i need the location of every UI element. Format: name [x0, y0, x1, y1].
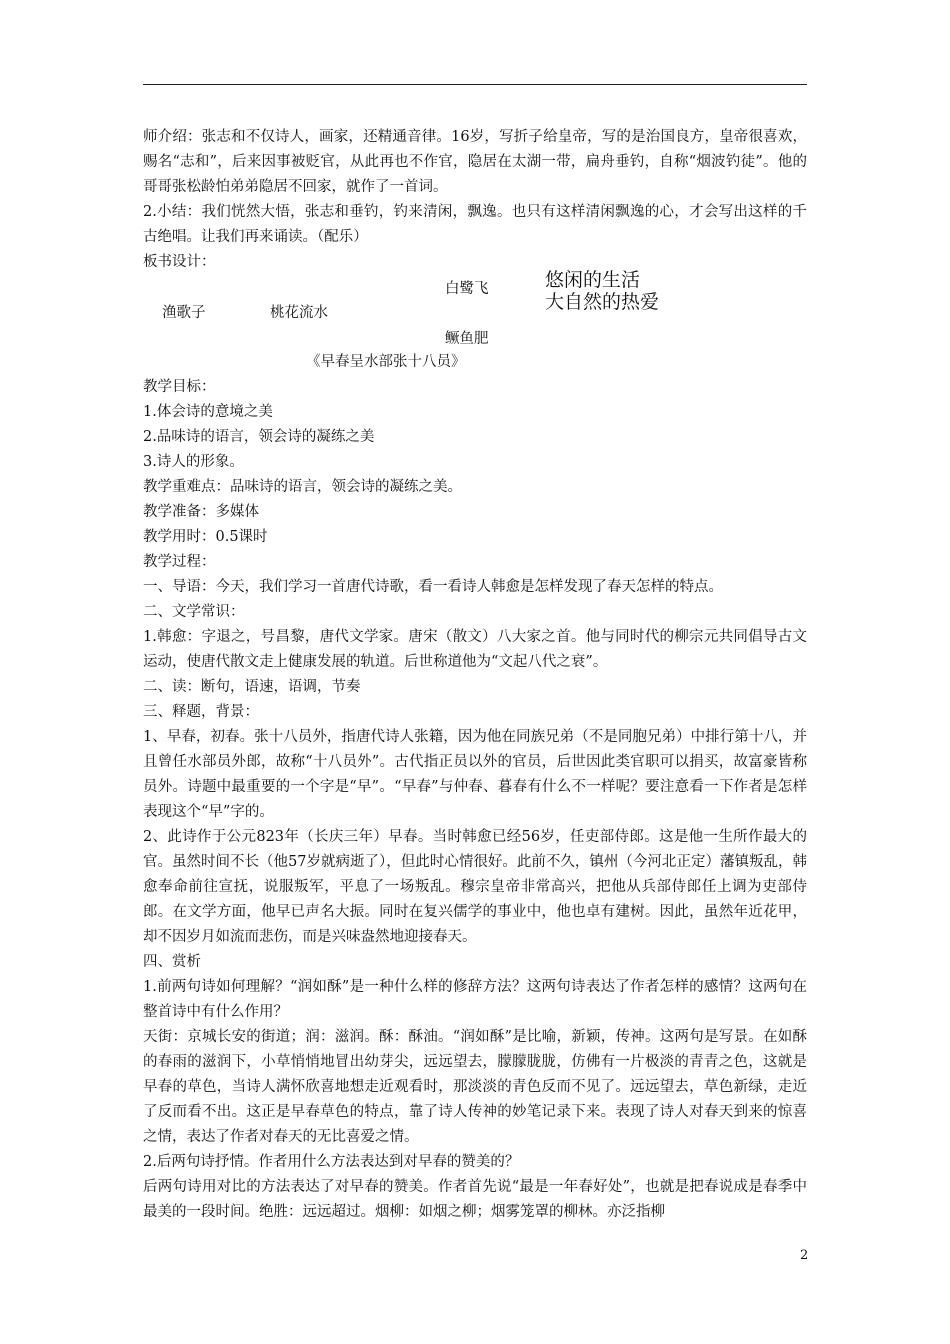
paragraph: 2.小结：我们恍然大悟，张志和垂钓，钓来清闲，飘逸。也只有这样清闲飘逸的心，才会写出这样的千古绝唱。让我们再来诵读。（配乐） — [143, 204, 807, 245]
board-youxian: 悠闲的生活 — [545, 269, 641, 291]
paragraph: 二、读：断句，语速，语调，节奏 — [143, 679, 361, 695]
document-body — [143, 125, 807, 1225]
paragraph: 师介绍：张志和不仅诗人，画家，还精通音律。16岁，写折子给皇帝，写的是治国良方，皇帝很喜欢，赐名“志和”，后来因事被贬官，从此再也不作官，隐居在太湖一带，扁舟垂钓，自称“烟波钓徒”。他的哥哥张松龄怕弟弟隐居不回家，就作了一首词。 — [143, 129, 807, 195]
paragraph: 2、此诗作于公元823年（长庆三年）早春。当时韩愈已经56岁，任吏部侍郎。这是他一生所作最大的官。虽然时间不长（他57岁就病逝了），但此时心情很好。此前不久，镇州（今河北正定）藩镇叛乱，韩愈奉命前往宣抚，说服叛军，平息了一场叛乱。穆宗皇帝非常高兴，把他从兵部侍郎任上调为吏部侍郎。在文学方面，他早已声名大振。同时在复兴儒学的事业中，他也卓有建树。因此，虽然年近花甲，却不因岁月如流而悲伤，而是兴味盎然地迎接春天。 — [143, 829, 807, 945]
board-yuge: 渔歌子 — [162, 305, 206, 321]
paragraph: 教学重难点：品味诗的语言，领会诗的凝练之美。 — [143, 479, 462, 495]
paragraph: 一、导语：今天，我们学习一首唐代诗歌，看一看诗人韩愈是怎样发现了春天怎样的特点。 — [143, 579, 723, 595]
paragraph: 四、赏析 — [143, 954, 201, 970]
paragraph: 1、早春，初春。张十八员外，指唐代诗人张籍，因为他在同族兄弟（不是同胞兄弟）中排行第十八，并且曾任水部员外郎，故称“十八员外”。古代指正员以外的官员，后世因此类官职可以捐买，故富豪皆称员外。诗题中最重要的一个字是“早”。“早春”与仲春、暮春有什么不一样呢？要注意看一下作者是怎样表现这个“早”字的。 — [143, 729, 807, 820]
paragraph: 1.前两句诗如何理解？“润如酥”是一种什么样的修辞方法？这两句诗表达了作者怎样的感情？这两句在整首诗中有什么作用？ — [143, 979, 807, 1020]
board-taohua: 桃花流水 — [270, 305, 328, 321]
paragraph: 3.诗人的形象。 — [143, 454, 244, 470]
paragraph: 教学准备：多媒体 — [143, 504, 259, 520]
page-number: 2 — [800, 1248, 809, 1263]
paragraph: 2.品味诗的语言，领会诗的凝练之美 — [143, 429, 375, 445]
board-guiyu: 鳜鱼肥 — [445, 331, 489, 347]
paragraph: 1.韩愈：字退之，号昌黎，唐代文学家。唐宋（散文）八大家之首。他与同时代的柳宗元共同倡导古文运动，使唐代散文走上健康发展的轨道。后世称道他为“文起八代之衰”。 — [143, 629, 807, 670]
paragraph: 2.后两句诗抒情。作者用什么方法表达到对早春的赞美的？ — [143, 1154, 520, 1170]
blackboard-design — [143, 269, 807, 375]
board-daziran: 大自然的热爱 — [545, 291, 660, 313]
paragraph: 教学目标： — [143, 379, 216, 395]
paragraph: 二、文学常识： — [143, 604, 245, 620]
board-poem-title: 《早春呈水部张十八员》 — [306, 354, 466, 370]
paragraph: 天街：京城长安的街道；润：滋润。酥：酥油。“润如酥”是比喻，新颖，传神。这两句是写景。在如酥的春雨的滋润下，小草悄悄地冒出幼芽尖，远远望去，朦朦胧胧，仿佛有一片极淡的青青之色，这就是早春的草色，当诗人满怀欣喜地想走近观看时，那淡淡的青色反而不见了。远远望去，草色新绿，走近了反而看不出。这正是早春草色的特点，靠了诗人传神的妙笔记录下来。表现了诗人对春天到来的惊喜之情，表达了作者对春天的无比喜爱之情。 — [143, 1029, 807, 1145]
header-rule — [143, 84, 807, 85]
paragraph: 后两句诗用对比的方法表达了对早春的赞美。作者首先说“最是一年春好处”，也就是把春说成是春季中最美的一段时间。绝胜：远远超过。烟柳：如烟之柳；烟雾笼罩的柳林。亦泛指柳 — [143, 1179, 807, 1220]
paragraph: 1.体会诗的意境之美 — [143, 404, 273, 420]
board-bailu: 白鹭飞 — [445, 281, 489, 297]
paragraph: 教学用时：0.5课时 — [143, 529, 268, 545]
paragraph: 三、释题，背景： — [143, 704, 259, 720]
paragraph: 教学过程： — [143, 554, 216, 570]
paragraph: 板书设计： — [143, 254, 216, 270]
